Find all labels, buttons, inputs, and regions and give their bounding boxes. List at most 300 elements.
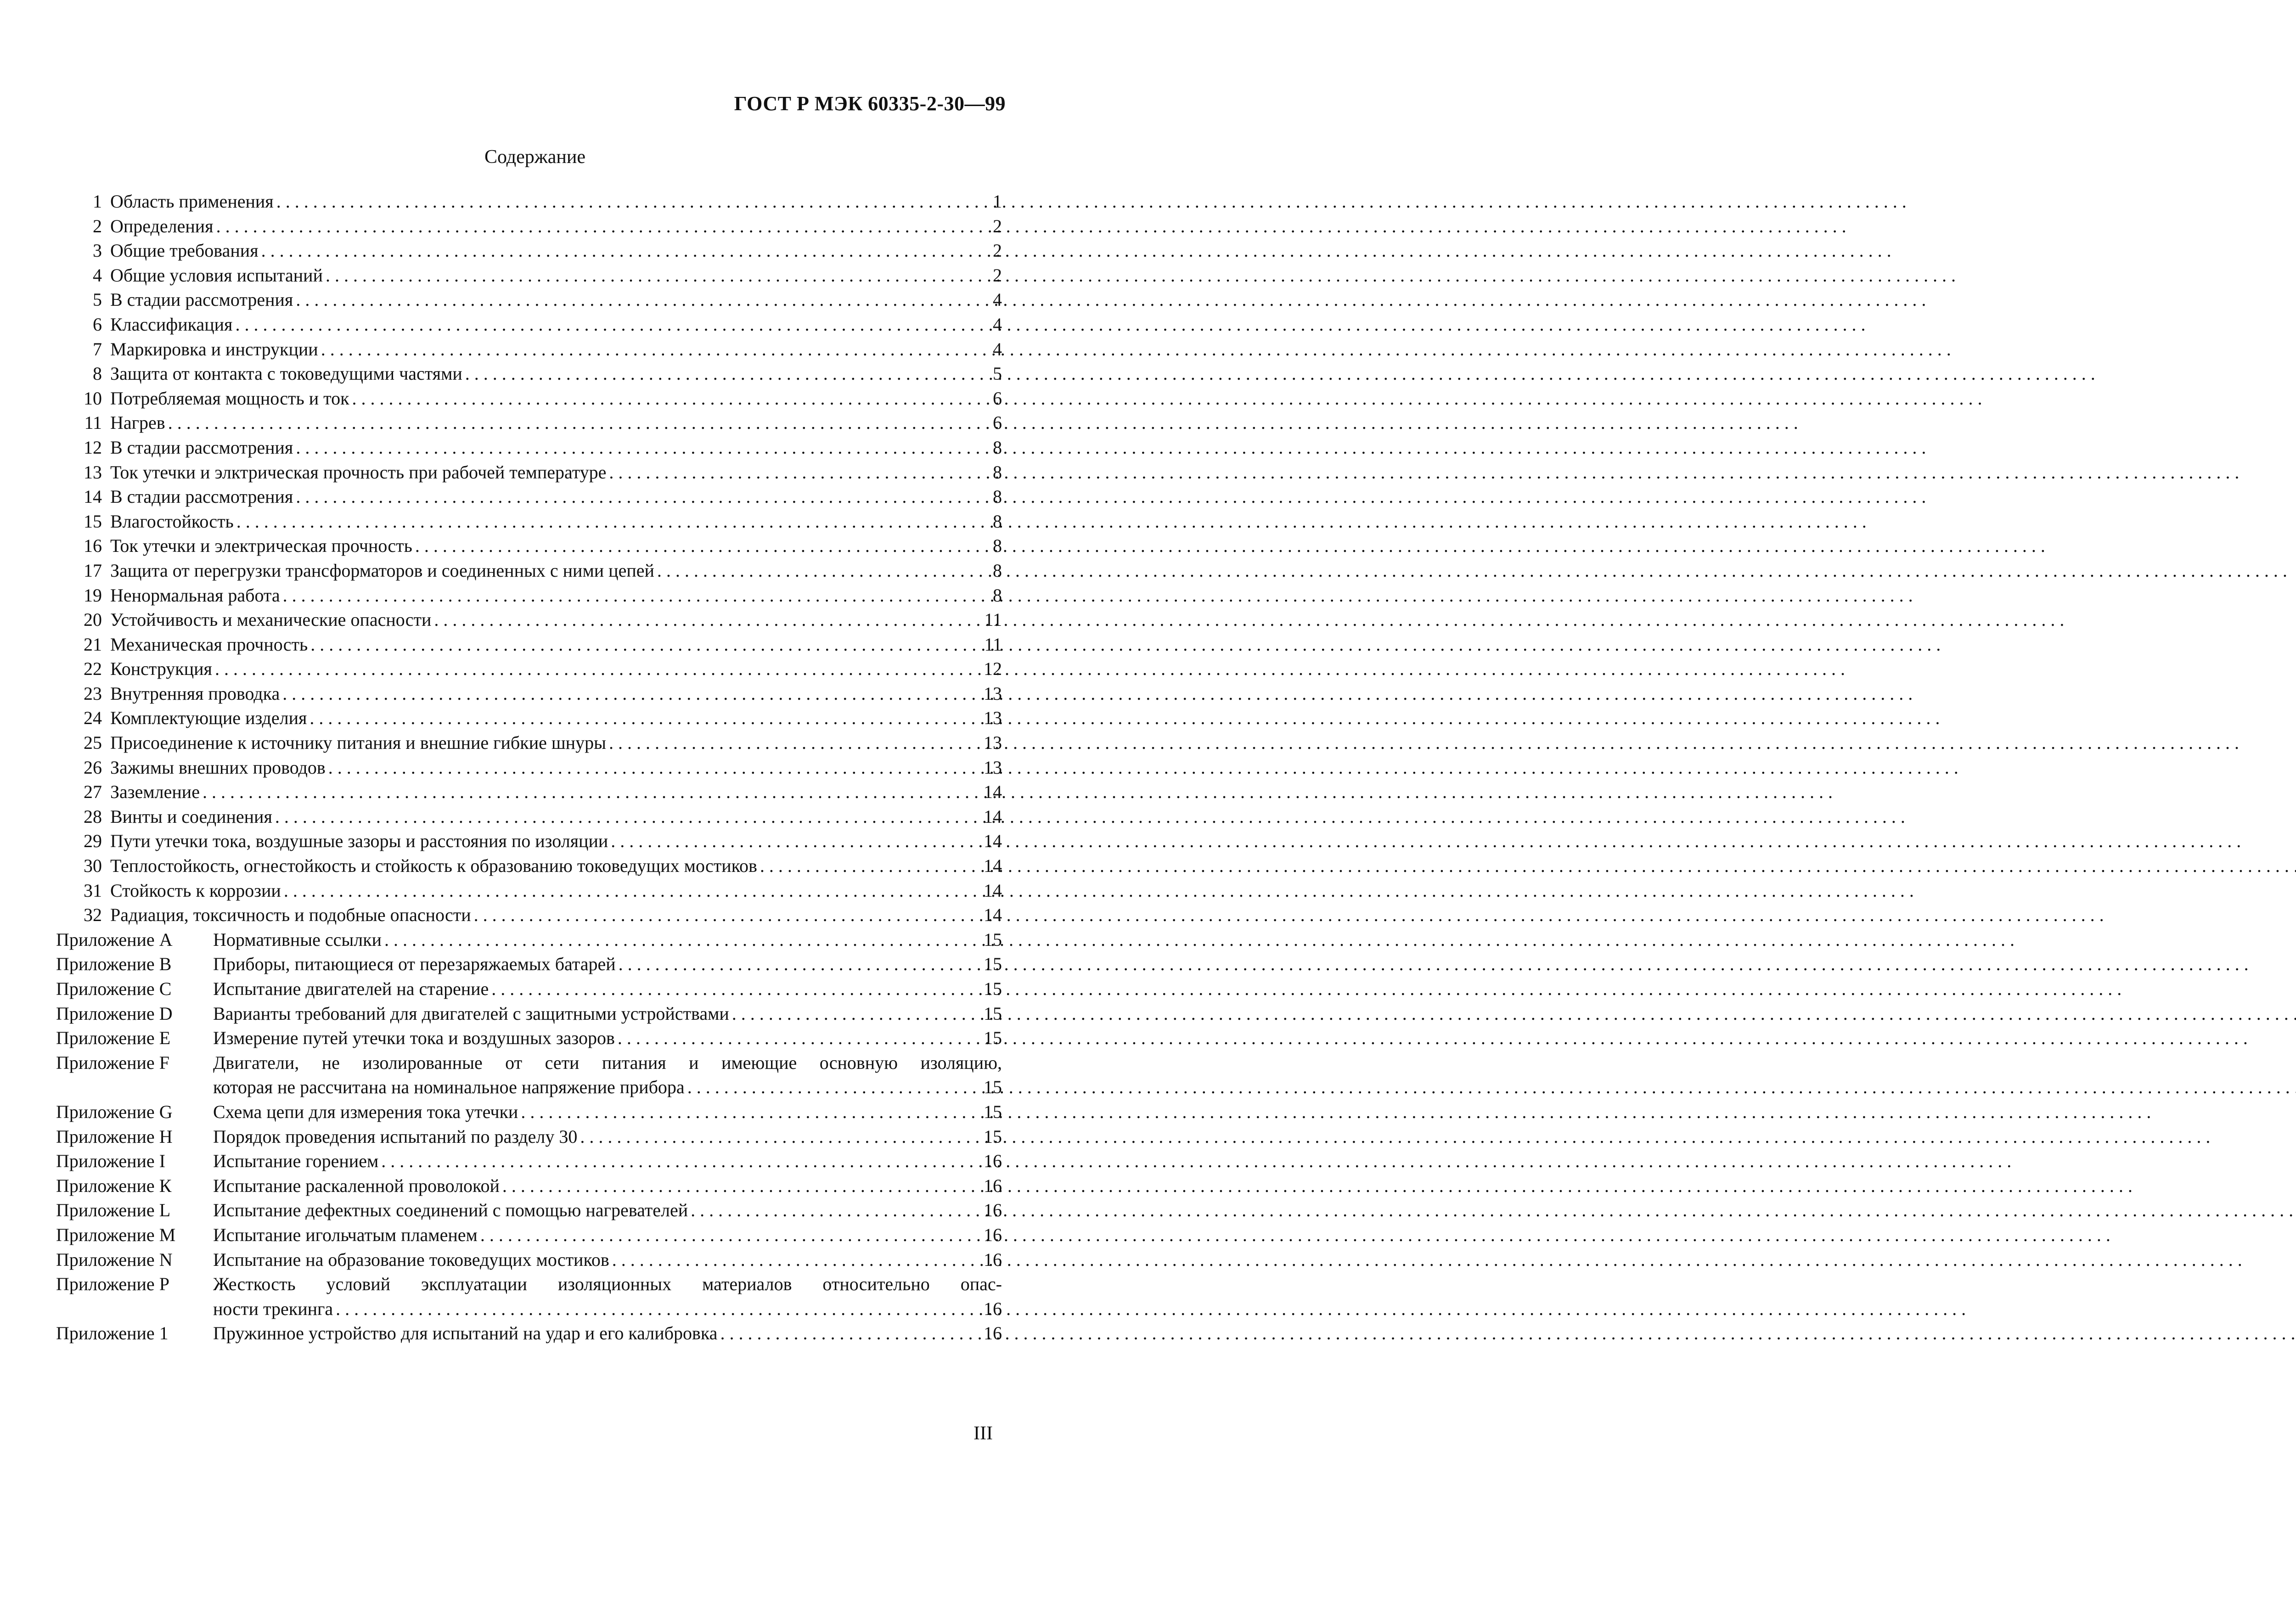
toc-entry-line bbox=[110, 755, 1002, 780]
appendix-page: 15 bbox=[984, 1003, 1002, 1024]
toc-entry[interactable] bbox=[79, 263, 1002, 288]
toc-entry-line bbox=[110, 903, 1002, 927]
toc-entry-page: 6 bbox=[993, 388, 1002, 409]
appendix-label: Приложение D bbox=[56, 1003, 173, 1024]
toc-entry-title: Присоединение к источнику питания и внешние гибкие шнуры bbox=[110, 732, 606, 753]
toc-entry-content bbox=[110, 878, 1002, 903]
toc-entry-number: 29 bbox=[84, 831, 102, 852]
toc-entry-number: 30 bbox=[84, 855, 102, 877]
toc-appendix[interactable] bbox=[56, 1321, 1002, 1346]
toc-entry[interactable] bbox=[79, 731, 1002, 755]
toc-appendix[interactable] bbox=[56, 1100, 1002, 1124]
toc-entry-title: Область применения bbox=[110, 191, 274, 212]
toc-entry-number: 11 bbox=[84, 412, 102, 433]
appendix-title-line1: Жесткость условий эксплуатации изоляционных материалов относительно опас- bbox=[213, 1274, 1002, 1295]
dot-leader bbox=[580, 1124, 974, 1149]
toc-entry-title: Винты и соединения bbox=[110, 806, 272, 827]
appendix-content bbox=[213, 1198, 1002, 1223]
appendix-label: Приложение К bbox=[56, 1175, 172, 1196]
toc-appendix[interactable] bbox=[56, 952, 1002, 977]
toc-entry-line bbox=[110, 681, 1002, 706]
toc-appendix[interactable] bbox=[56, 1198, 1002, 1223]
appendix-label: Приложение F bbox=[56, 1052, 169, 1073]
appendix-page: 16 bbox=[984, 1249, 1002, 1270]
toc-entry-line bbox=[110, 878, 1002, 903]
toc-entry-line bbox=[110, 189, 1002, 214]
toc-entry-page: 8 bbox=[993, 584, 1002, 606]
toc-appendix[interactable] bbox=[56, 1223, 1002, 1248]
toc-entry-title: Защита от контакта с токоведущими частями bbox=[110, 363, 462, 384]
toc-entry-page: 8 bbox=[993, 461, 1002, 483]
toc-appendix[interactable] bbox=[56, 1001, 1002, 1026]
toc-entry-page: 1 bbox=[993, 191, 1002, 212]
appendix-title: Нормативные ссылки bbox=[213, 929, 382, 950]
toc-entry-line bbox=[110, 558, 1002, 583]
toc-entry[interactable] bbox=[79, 484, 1002, 509]
toc-entry[interactable] bbox=[79, 583, 1002, 608]
toc-entry-content bbox=[110, 460, 1002, 485]
toc-entry-content bbox=[110, 410, 1002, 435]
dot-leader bbox=[326, 263, 974, 288]
appendix-title: ности трекинга bbox=[213, 1298, 333, 1319]
toc-entry-number: 32 bbox=[84, 905, 102, 926]
toc-entry-title: Нагрев bbox=[110, 412, 165, 433]
appendix-title: Схема цепи для измерения тока утечки bbox=[213, 1101, 518, 1122]
toc-entry-content bbox=[110, 287, 1002, 312]
toc-entry-title: Зажимы внешних проводов bbox=[110, 757, 326, 778]
appendix-content bbox=[213, 1001, 1002, 1026]
dot-leader bbox=[434, 607, 974, 632]
toc-entry-content bbox=[110, 755, 1002, 780]
toc-appendix[interactable] bbox=[56, 1026, 1002, 1051]
appendix-page: 15 bbox=[984, 1126, 1002, 1147]
page-number: III bbox=[974, 1423, 993, 1444]
toc-entry-content bbox=[110, 607, 1002, 632]
toc-entry[interactable] bbox=[79, 755, 1002, 780]
toc-entry-number: 17 bbox=[84, 560, 102, 581]
appendix-label: Приложение А bbox=[56, 929, 173, 950]
toc-entry-line bbox=[110, 460, 1002, 485]
toc-entry[interactable] bbox=[79, 681, 1002, 706]
toc-entry-title: Конструкция bbox=[110, 658, 212, 680]
toc-entry[interactable] bbox=[79, 509, 1002, 534]
appendix-title: Пружинное устройство для испытаний на удар и его калибровка bbox=[213, 1323, 718, 1344]
dot-leader bbox=[480, 1223, 974, 1248]
toc-entry-line bbox=[110, 854, 1002, 878]
toc-entry-content bbox=[110, 214, 1002, 239]
toc-entry-page: 11 bbox=[984, 609, 1002, 630]
dot-leader bbox=[236, 509, 974, 534]
dot-leader bbox=[215, 657, 974, 681]
appendix-page: 15 bbox=[984, 1101, 1002, 1122]
toc-entry-content bbox=[110, 780, 1002, 804]
toc-entry-number: 15 bbox=[84, 511, 102, 532]
dot-leader bbox=[612, 1248, 974, 1272]
dot-leader bbox=[491, 977, 974, 1001]
dot-leader bbox=[275, 804, 974, 829]
toc-entry[interactable] bbox=[79, 607, 1002, 632]
toc-entry-title: Заземление bbox=[110, 781, 200, 803]
appendix-title: Измерение путей утечки тока и воздушных зазоров bbox=[213, 1028, 615, 1049]
toc-entry-content bbox=[110, 312, 1002, 337]
appendix-page: 15 bbox=[984, 929, 1002, 950]
toc-entry-title: Маркировка и инструкции bbox=[110, 338, 318, 360]
dot-leader bbox=[321, 337, 974, 362]
toc-entry-page: 6 bbox=[993, 412, 1002, 433]
appendix-page: 16 bbox=[984, 1175, 1002, 1196]
toc-entry-content bbox=[110, 731, 1002, 755]
toc-entry-content bbox=[110, 706, 1002, 731]
toc-entry-page: 13 bbox=[984, 708, 1002, 729]
appendix-content bbox=[213, 977, 1002, 1001]
appendix-page: 16 bbox=[984, 1298, 1002, 1319]
toc-appendix[interactable] bbox=[56, 1051, 1002, 1100]
toc-entry-content bbox=[110, 854, 1002, 878]
appendix-label: Приложение Р bbox=[56, 1274, 169, 1295]
toc-appendix[interactable] bbox=[56, 1149, 1002, 1174]
appendix-title: Порядок проведения испытаний по разделу 30 bbox=[213, 1126, 578, 1147]
toc-entry-number: 26 bbox=[84, 757, 102, 778]
toc-entry[interactable] bbox=[79, 903, 1002, 927]
toc-entry-line bbox=[110, 607, 1002, 632]
appendix-page: 15 bbox=[984, 954, 1002, 975]
appendix-line bbox=[213, 977, 1002, 1001]
dot-leader bbox=[720, 1321, 974, 1346]
toc-entry-line bbox=[110, 435, 1002, 460]
toc-entry-page: 14 bbox=[984, 880, 1002, 901]
toc-entry-line bbox=[110, 214, 1002, 239]
toc-entry-number: 4 bbox=[93, 264, 102, 286]
toc-entry-line bbox=[110, 287, 1002, 312]
toc-entry-title: Общие требования bbox=[110, 240, 259, 261]
dot-leader bbox=[381, 1149, 974, 1174]
toc-entry-title: Классификация bbox=[110, 314, 233, 335]
toc-entry[interactable] bbox=[79, 534, 1002, 558]
toc-entry[interactable] bbox=[79, 337, 1002, 362]
toc-entry-number: 5 bbox=[93, 289, 102, 310]
toc-entry-title: В стадии рассмотрения bbox=[110, 289, 293, 310]
toc-entry-page: 12 bbox=[984, 658, 1002, 680]
toc-entry[interactable] bbox=[79, 214, 1002, 239]
toc-entry[interactable] bbox=[79, 435, 1002, 460]
toc-entry-number: 1 bbox=[93, 191, 102, 212]
dot-leader bbox=[282, 681, 974, 706]
toc-entry-number: 27 bbox=[84, 781, 102, 803]
dot-leader bbox=[687, 1075, 974, 1100]
dot-leader bbox=[203, 780, 974, 804]
dot-leader bbox=[168, 410, 974, 435]
appendix-content bbox=[213, 1321, 1002, 1346]
toc-entry[interactable] bbox=[79, 706, 1002, 731]
toc-entry-line bbox=[110, 410, 1002, 435]
appendix-page: 15 bbox=[984, 978, 1002, 999]
toc-entry-line bbox=[110, 804, 1002, 829]
toc-entry-number: 12 bbox=[84, 437, 102, 458]
toc-entry-line bbox=[110, 337, 1002, 362]
dot-leader bbox=[609, 731, 974, 755]
toc-entry-page: 8 bbox=[993, 486, 1002, 507]
appendix-line bbox=[213, 1321, 1002, 1346]
toc-entry-line bbox=[110, 534, 1002, 558]
toc-entry-number: 31 bbox=[84, 880, 102, 901]
toc-entry-page: 13 bbox=[984, 683, 1002, 704]
appendix-label: Приложение Е bbox=[56, 1028, 171, 1049]
appendix-label: Приложение Н bbox=[56, 1126, 173, 1147]
dot-leader bbox=[283, 583, 974, 608]
dot-leader bbox=[310, 706, 974, 731]
document-code: ГОСТ Р МЭК 60335-2-30—99 bbox=[734, 92, 1006, 115]
toc-entry-title: Общие условия испытаний bbox=[110, 264, 323, 286]
appendix-line bbox=[213, 1026, 1002, 1051]
toc-entry-content bbox=[110, 681, 1002, 706]
toc-entry-number: 16 bbox=[84, 535, 102, 556]
toc-entry-line bbox=[110, 484, 1002, 509]
dot-leader bbox=[310, 632, 974, 657]
dot-leader bbox=[502, 1174, 974, 1198]
appendix-page: 15 bbox=[984, 1077, 1002, 1098]
appendix-label: Приложение L bbox=[56, 1200, 171, 1221]
appendix-line bbox=[213, 1248, 1002, 1272]
dot-leader bbox=[619, 952, 974, 977]
dot-leader bbox=[276, 189, 974, 214]
appendix-page: 16 bbox=[984, 1323, 1002, 1344]
toc-entry-content bbox=[110, 657, 1002, 681]
toc-entry-number: 8 bbox=[93, 363, 102, 384]
appendix-line bbox=[213, 1149, 1002, 1174]
toc-entry[interactable] bbox=[79, 410, 1002, 435]
appendix-content bbox=[213, 1174, 1002, 1198]
appendix-label: Приложение N bbox=[56, 1249, 173, 1270]
toc-entry[interactable] bbox=[79, 287, 1002, 312]
dot-leader bbox=[474, 903, 974, 927]
toc-entry-page: 2 bbox=[993, 264, 1002, 286]
toc-entry-title: Механическая прочность bbox=[110, 634, 308, 655]
toc-entry-number: 24 bbox=[84, 708, 102, 729]
toc-appendix[interactable] bbox=[56, 1248, 1002, 1272]
toc-entry[interactable] bbox=[79, 854, 1002, 878]
toc-entry-line bbox=[110, 386, 1002, 411]
toc-entry-page: 11 bbox=[984, 634, 1002, 655]
dot-leader bbox=[760, 854, 974, 878]
toc-entry-content bbox=[110, 558, 1002, 583]
appendix-line bbox=[213, 1100, 1002, 1124]
appendix-title: Варианты требований для двигателей с защитными устройствами bbox=[213, 1003, 729, 1024]
appendix-title: Испытание двигателей на старение bbox=[213, 978, 489, 999]
appendix-title: Испытание дефектных соединений с помощью нагревателей bbox=[213, 1200, 688, 1221]
toc-entry-number: 13 bbox=[84, 461, 102, 483]
toc-entry-line bbox=[110, 583, 1002, 608]
appendix-content bbox=[213, 1149, 1002, 1174]
toc-entry[interactable] bbox=[79, 780, 1002, 804]
toc-appendix[interactable] bbox=[56, 1272, 1002, 1321]
toc-appendix[interactable] bbox=[56, 977, 1002, 1001]
toc-entry-page: 14 bbox=[984, 831, 1002, 852]
dot-leader bbox=[618, 1026, 974, 1051]
toc-entry-page: 8 bbox=[993, 511, 1002, 532]
dot-leader bbox=[296, 435, 974, 460]
toc-entry-number: 25 bbox=[84, 732, 102, 753]
toc-entry-line bbox=[110, 238, 1002, 263]
toc-entry-page: 8 bbox=[993, 560, 1002, 581]
toc-entry-page: 14 bbox=[984, 806, 1002, 827]
appendix-content bbox=[213, 952, 1002, 977]
toc-entry-number: 22 bbox=[84, 658, 102, 680]
appendix-title: которая не рассчитана на номинальное напряжение прибора bbox=[213, 1077, 685, 1098]
appendix-label: Приложение М bbox=[56, 1224, 176, 1245]
toc-entry[interactable] bbox=[79, 878, 1002, 903]
toc-entry-number: 7 bbox=[93, 338, 102, 360]
toc-entry-title: В стадии рассмотрения bbox=[110, 437, 293, 458]
toc-entry-page: 4 bbox=[993, 289, 1002, 310]
appendix-line bbox=[213, 1174, 1002, 1198]
toc-entry-number: 21 bbox=[84, 634, 102, 655]
toc-entry-number: 10 bbox=[84, 388, 102, 409]
toc-entry-content bbox=[110, 337, 1002, 362]
appendix-label: Приложение G bbox=[56, 1101, 173, 1122]
toc-entry-content bbox=[110, 361, 1002, 386]
toc-appendix[interactable] bbox=[56, 1174, 1002, 1198]
appendix-title-line1: Двигатели, не изолированные от сети питания и имеющие основную изоляцию, bbox=[213, 1052, 1002, 1073]
appendix-page: 16 bbox=[984, 1151, 1002, 1172]
toc-entry-content bbox=[110, 238, 1002, 263]
toc-entry-number: 19 bbox=[84, 584, 102, 606]
appendix-line bbox=[213, 952, 1002, 977]
toc-entry-title: Ненормальная работа bbox=[110, 584, 280, 606]
appendix-content bbox=[213, 1223, 1002, 1248]
dot-leader bbox=[732, 1001, 974, 1026]
appendix-label: Приложение В bbox=[56, 954, 172, 975]
appendix-content bbox=[213, 1272, 1002, 1321]
toc-entry-line bbox=[110, 657, 1002, 681]
toc-entry-title: Внутренняя проводка bbox=[110, 683, 280, 704]
toc-entry-title: Влагостойкость bbox=[110, 511, 234, 532]
toc-entry-content bbox=[110, 804, 1002, 829]
toc-appendix[interactable] bbox=[56, 1124, 1002, 1149]
toc-entry-page: 4 bbox=[993, 338, 1002, 360]
dot-leader bbox=[691, 1198, 974, 1223]
toc-entry[interactable] bbox=[79, 657, 1002, 681]
appendix-content bbox=[213, 1248, 1002, 1272]
toc-entry-content bbox=[110, 534, 1002, 558]
toc-entry-page: 14 bbox=[984, 905, 1002, 926]
toc-entry-content bbox=[110, 484, 1002, 509]
dot-leader bbox=[521, 1100, 974, 1124]
toc-entry-line bbox=[110, 780, 1002, 804]
toc-entry[interactable] bbox=[79, 189, 1002, 214]
dot-leader bbox=[657, 558, 974, 583]
toc-entry-content bbox=[110, 263, 1002, 288]
toc-entry[interactable] bbox=[79, 558, 1002, 583]
appendix-content bbox=[213, 1100, 1002, 1124]
toc-entry[interactable] bbox=[79, 460, 1002, 485]
appendix-page: 16 bbox=[984, 1200, 1002, 1221]
toc-entry-line bbox=[110, 509, 1002, 534]
toc-entry[interactable] bbox=[79, 829, 1002, 854]
toc-entry[interactable] bbox=[79, 361, 1002, 386]
toc-entry-number: 20 bbox=[84, 609, 102, 630]
dot-leader bbox=[465, 361, 974, 386]
toc-entry-title: В стадии рассмотрения bbox=[110, 486, 293, 507]
appendix-content bbox=[213, 927, 1002, 952]
toc-entry-title: Устойчивость и механические опасности bbox=[110, 609, 432, 630]
dot-leader bbox=[328, 755, 974, 780]
appendix-page: 16 bbox=[984, 1224, 1002, 1245]
toc-entry-title: Пути утечки тока, воздушные зазоры и расстояния по изоляции bbox=[110, 831, 608, 852]
toc-entry-page: 5 bbox=[993, 363, 1002, 384]
toc-entry-page: 14 bbox=[984, 781, 1002, 803]
dot-leader bbox=[261, 238, 974, 263]
toc-entry-title: Ток утечки и элктрическая прочность при рабочей температуре bbox=[110, 461, 607, 483]
toc-entry-page: 4 bbox=[993, 314, 1002, 335]
toc-entry-number: 14 bbox=[84, 486, 102, 507]
appendix-line bbox=[213, 1001, 1002, 1026]
toc-entry-title: Комплектующие изделия bbox=[110, 708, 307, 729]
toc-entry-number: 2 bbox=[93, 215, 102, 236]
toc-entry-line bbox=[110, 361, 1002, 386]
toc-entry-page: 2 bbox=[993, 240, 1002, 261]
toc-entry[interactable] bbox=[79, 312, 1002, 337]
appendix-content bbox=[213, 1051, 1002, 1100]
dot-leader bbox=[352, 386, 974, 411]
toc-appendix[interactable] bbox=[56, 927, 1002, 952]
appendix-line bbox=[213, 1075, 1002, 1100]
toc-title: Содержание bbox=[484, 146, 586, 168]
toc-entry-page: 8 bbox=[993, 535, 1002, 556]
toc-entry[interactable] bbox=[79, 632, 1002, 657]
table-of-contents bbox=[56, 189, 1002, 1346]
toc-entry[interactable] bbox=[79, 238, 1002, 263]
toc-entry-line bbox=[110, 731, 1002, 755]
appendix-line bbox=[213, 1124, 1002, 1149]
appendix-page: 15 bbox=[984, 1028, 1002, 1049]
appendix-line bbox=[213, 1198, 1002, 1223]
toc-entry-content bbox=[110, 829, 1002, 854]
dot-leader bbox=[216, 214, 974, 239]
dot-leader bbox=[296, 484, 974, 509]
toc-entry-number: 3 bbox=[93, 240, 102, 261]
toc-entry-content bbox=[110, 583, 1002, 608]
toc-entry-number: 23 bbox=[84, 683, 102, 704]
appendix-content bbox=[213, 1026, 1002, 1051]
dot-leader bbox=[284, 878, 974, 903]
toc-entry-title: Защита от перегрузки трансформаторов и соединенных с ними цепей bbox=[110, 560, 654, 581]
toc-entry-line bbox=[110, 263, 1002, 288]
toc-entry[interactable] bbox=[79, 804, 1002, 829]
toc-entry-content bbox=[110, 632, 1002, 657]
appendix-label: Приложение I bbox=[56, 1151, 166, 1172]
toc-entry-title: Определения bbox=[110, 215, 214, 236]
toc-entry-line bbox=[110, 312, 1002, 337]
appendix-line bbox=[213, 1223, 1002, 1248]
appendix-title: Испытание горением bbox=[213, 1151, 379, 1172]
appendix-line bbox=[213, 1297, 1002, 1321]
toc-entry-page: 13 bbox=[984, 757, 1002, 778]
dot-leader bbox=[415, 534, 974, 558]
toc-entry-page: 14 bbox=[984, 855, 1002, 877]
toc-entry-title: Потребляемая мощность и ток bbox=[110, 388, 349, 409]
dot-leader bbox=[235, 312, 974, 337]
appendix-line bbox=[213, 927, 1002, 952]
toc-entry-line bbox=[110, 632, 1002, 657]
toc-entry[interactable] bbox=[79, 386, 1002, 411]
toc-entry-page: 8 bbox=[993, 437, 1002, 458]
toc-entry-line bbox=[110, 706, 1002, 731]
toc-entry-number: 28 bbox=[84, 806, 102, 827]
toc-entry-number: 6 bbox=[93, 314, 102, 335]
toc-entry-content bbox=[110, 435, 1002, 460]
toc-entry-content bbox=[110, 386, 1002, 411]
toc-entry-content bbox=[110, 189, 1002, 214]
